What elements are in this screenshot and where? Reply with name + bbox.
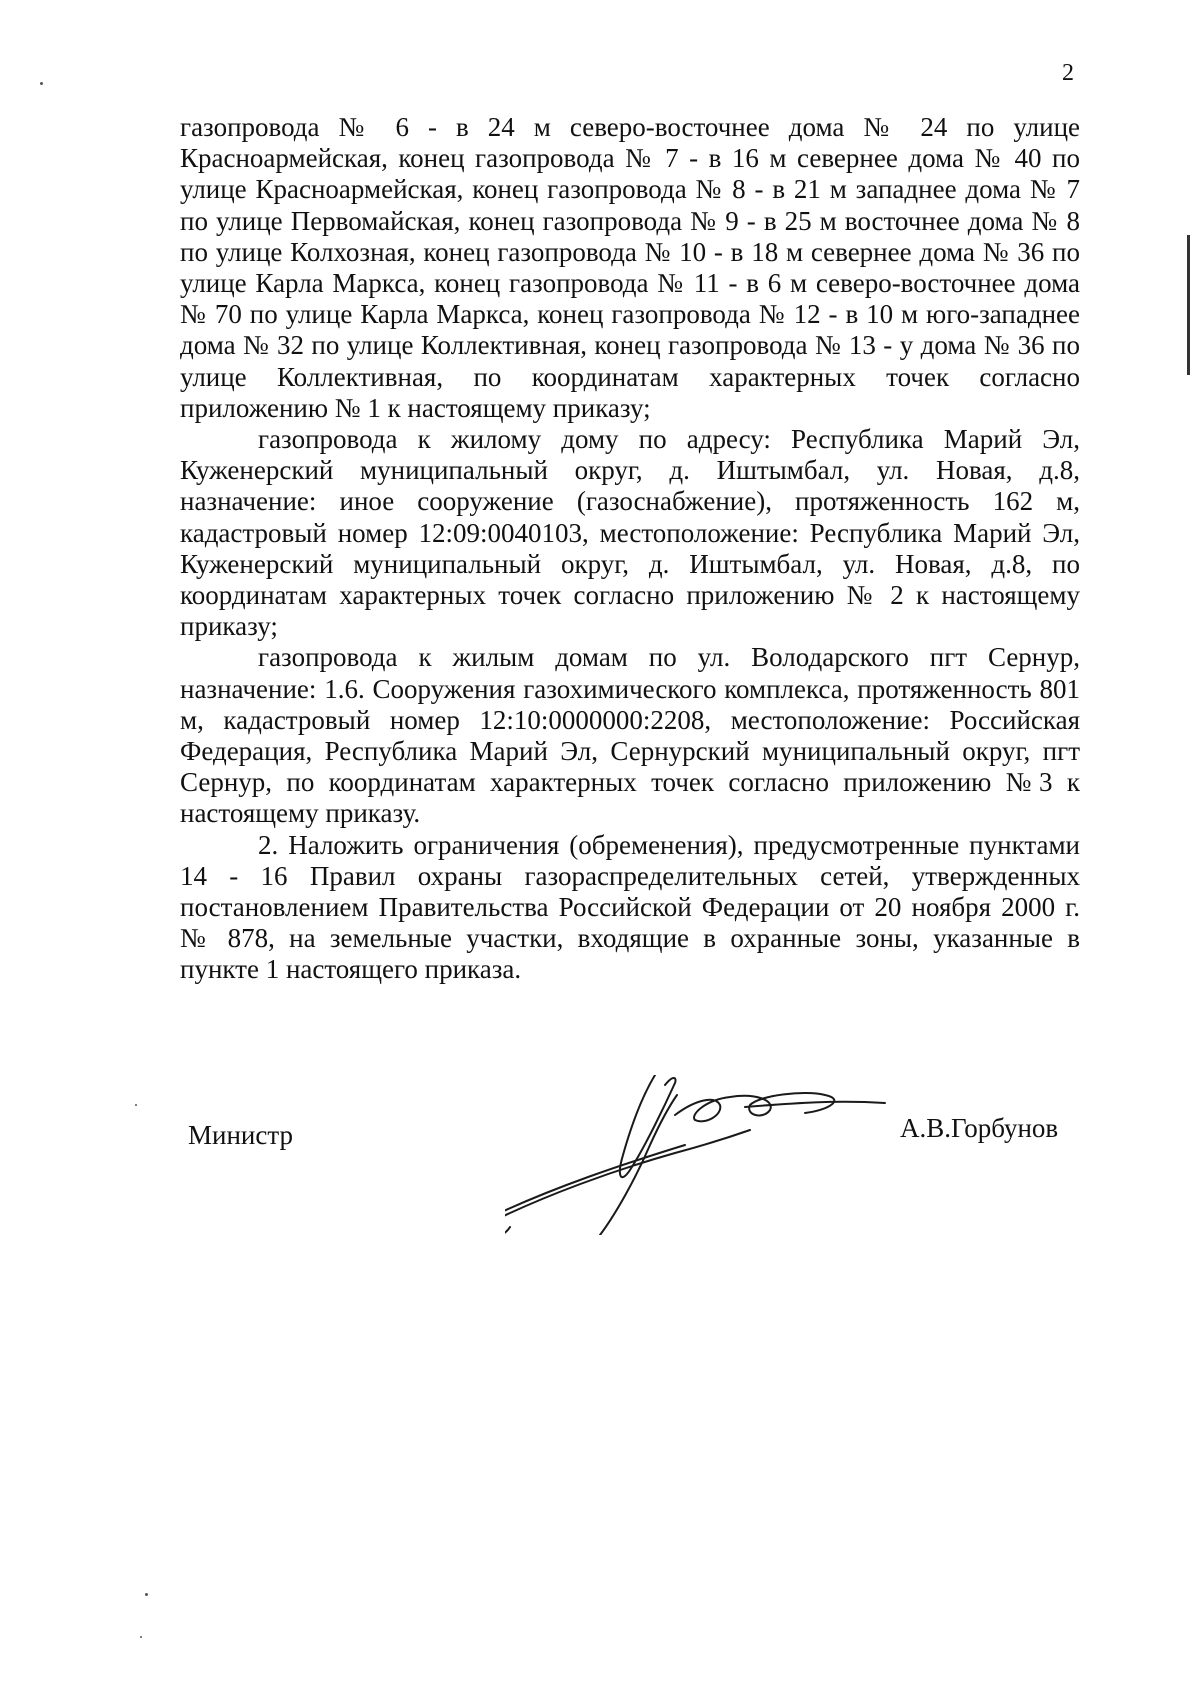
document-body (180, 112, 1080, 986)
scan-speck (145, 1593, 148, 1596)
paragraph-gas-pipeline-sernur: газопровода к жилым домам по ул. Володарского пгт Сернур, назначение: 1.6. Сооружения газохимического комплекса, протяженность 801 м, кадастровый номер 12:10:0000000:2208, местоположение: Российская Федерация, Республика Марий Эл, Сернурский муниципальный округ, пгт Сернур, по координатам характерных точек согласно приложению №3 к настоящему приказу. (180, 642, 1080, 829)
paragraph-restrictions: 2. Наложить ограничения (обременения), предусмотренные пунктами 14 - 16 Правил охраны газораспределительных сетей, утвержденных постановлением Правительства Российской Федерации от 20 ноября 2000 г. № 878, на земельные участки, входящие в охранные зоны, указанные в пункте 1 настоящего приказа. (180, 829, 1080, 985)
scan-speck (135, 1104, 137, 1106)
scan-edge-mark (1187, 235, 1190, 375)
signatory-title: Министр (188, 1120, 293, 1150)
page-number: 2 (1062, 60, 1074, 86)
paragraph-gas-pipeline-ishtymbal: газопровода к жилому дому по адресу: Республика Марий Эл, Куженерский муниципальный округ, д. Иштымбал, ул. Новая, д.8, назначение: иное сооружение (газоснабжение), протяженность 162 м, кадастровый номер 12:09:0040103, местоположение: Республика Марий Эл, Куженерский муниципальный округ, д. Иштымбал, ул. Новая, д.8, по координатам характерных точек согласно приложению № 2 к настоящему приказу; (180, 424, 1080, 642)
signatory-name: А.В.Горбунов (900, 1113, 1059, 1143)
handwritten-signature (505, 1075, 905, 1235)
paragraph-continuation: газопровода № 6 - в 24 м северо-восточнее дома № 24 по улице Красноармейская, конец газопровода № 7 - в 16 м севернее дома № 40 по улице Красноармейская, конец газопровода № 8 - в 21 м западнее дома № 7 по улице Первомайская, конец газопровода № 9 - в 25 м восточнее дома № 8 по улице Колхозная, конец газопровода № 10 - в 18 м севернее дома № 36 по улице Карла Маркса, конец газопровода № 11 - в 6 м северо-восточнее дома № 70 по улице Карла Маркса, конец газопровода № 12 - в 10 м юго-западнее дома № 32 по улице Коллективная, конец газопровода № 13 - у дома № 36 по улице Коллективная, по координатам характерных точек согласно приложению № 1 к настоящему приказу; (180, 112, 1080, 423)
scan-speck (140, 1636, 142, 1638)
scan-speck (40, 82, 43, 85)
